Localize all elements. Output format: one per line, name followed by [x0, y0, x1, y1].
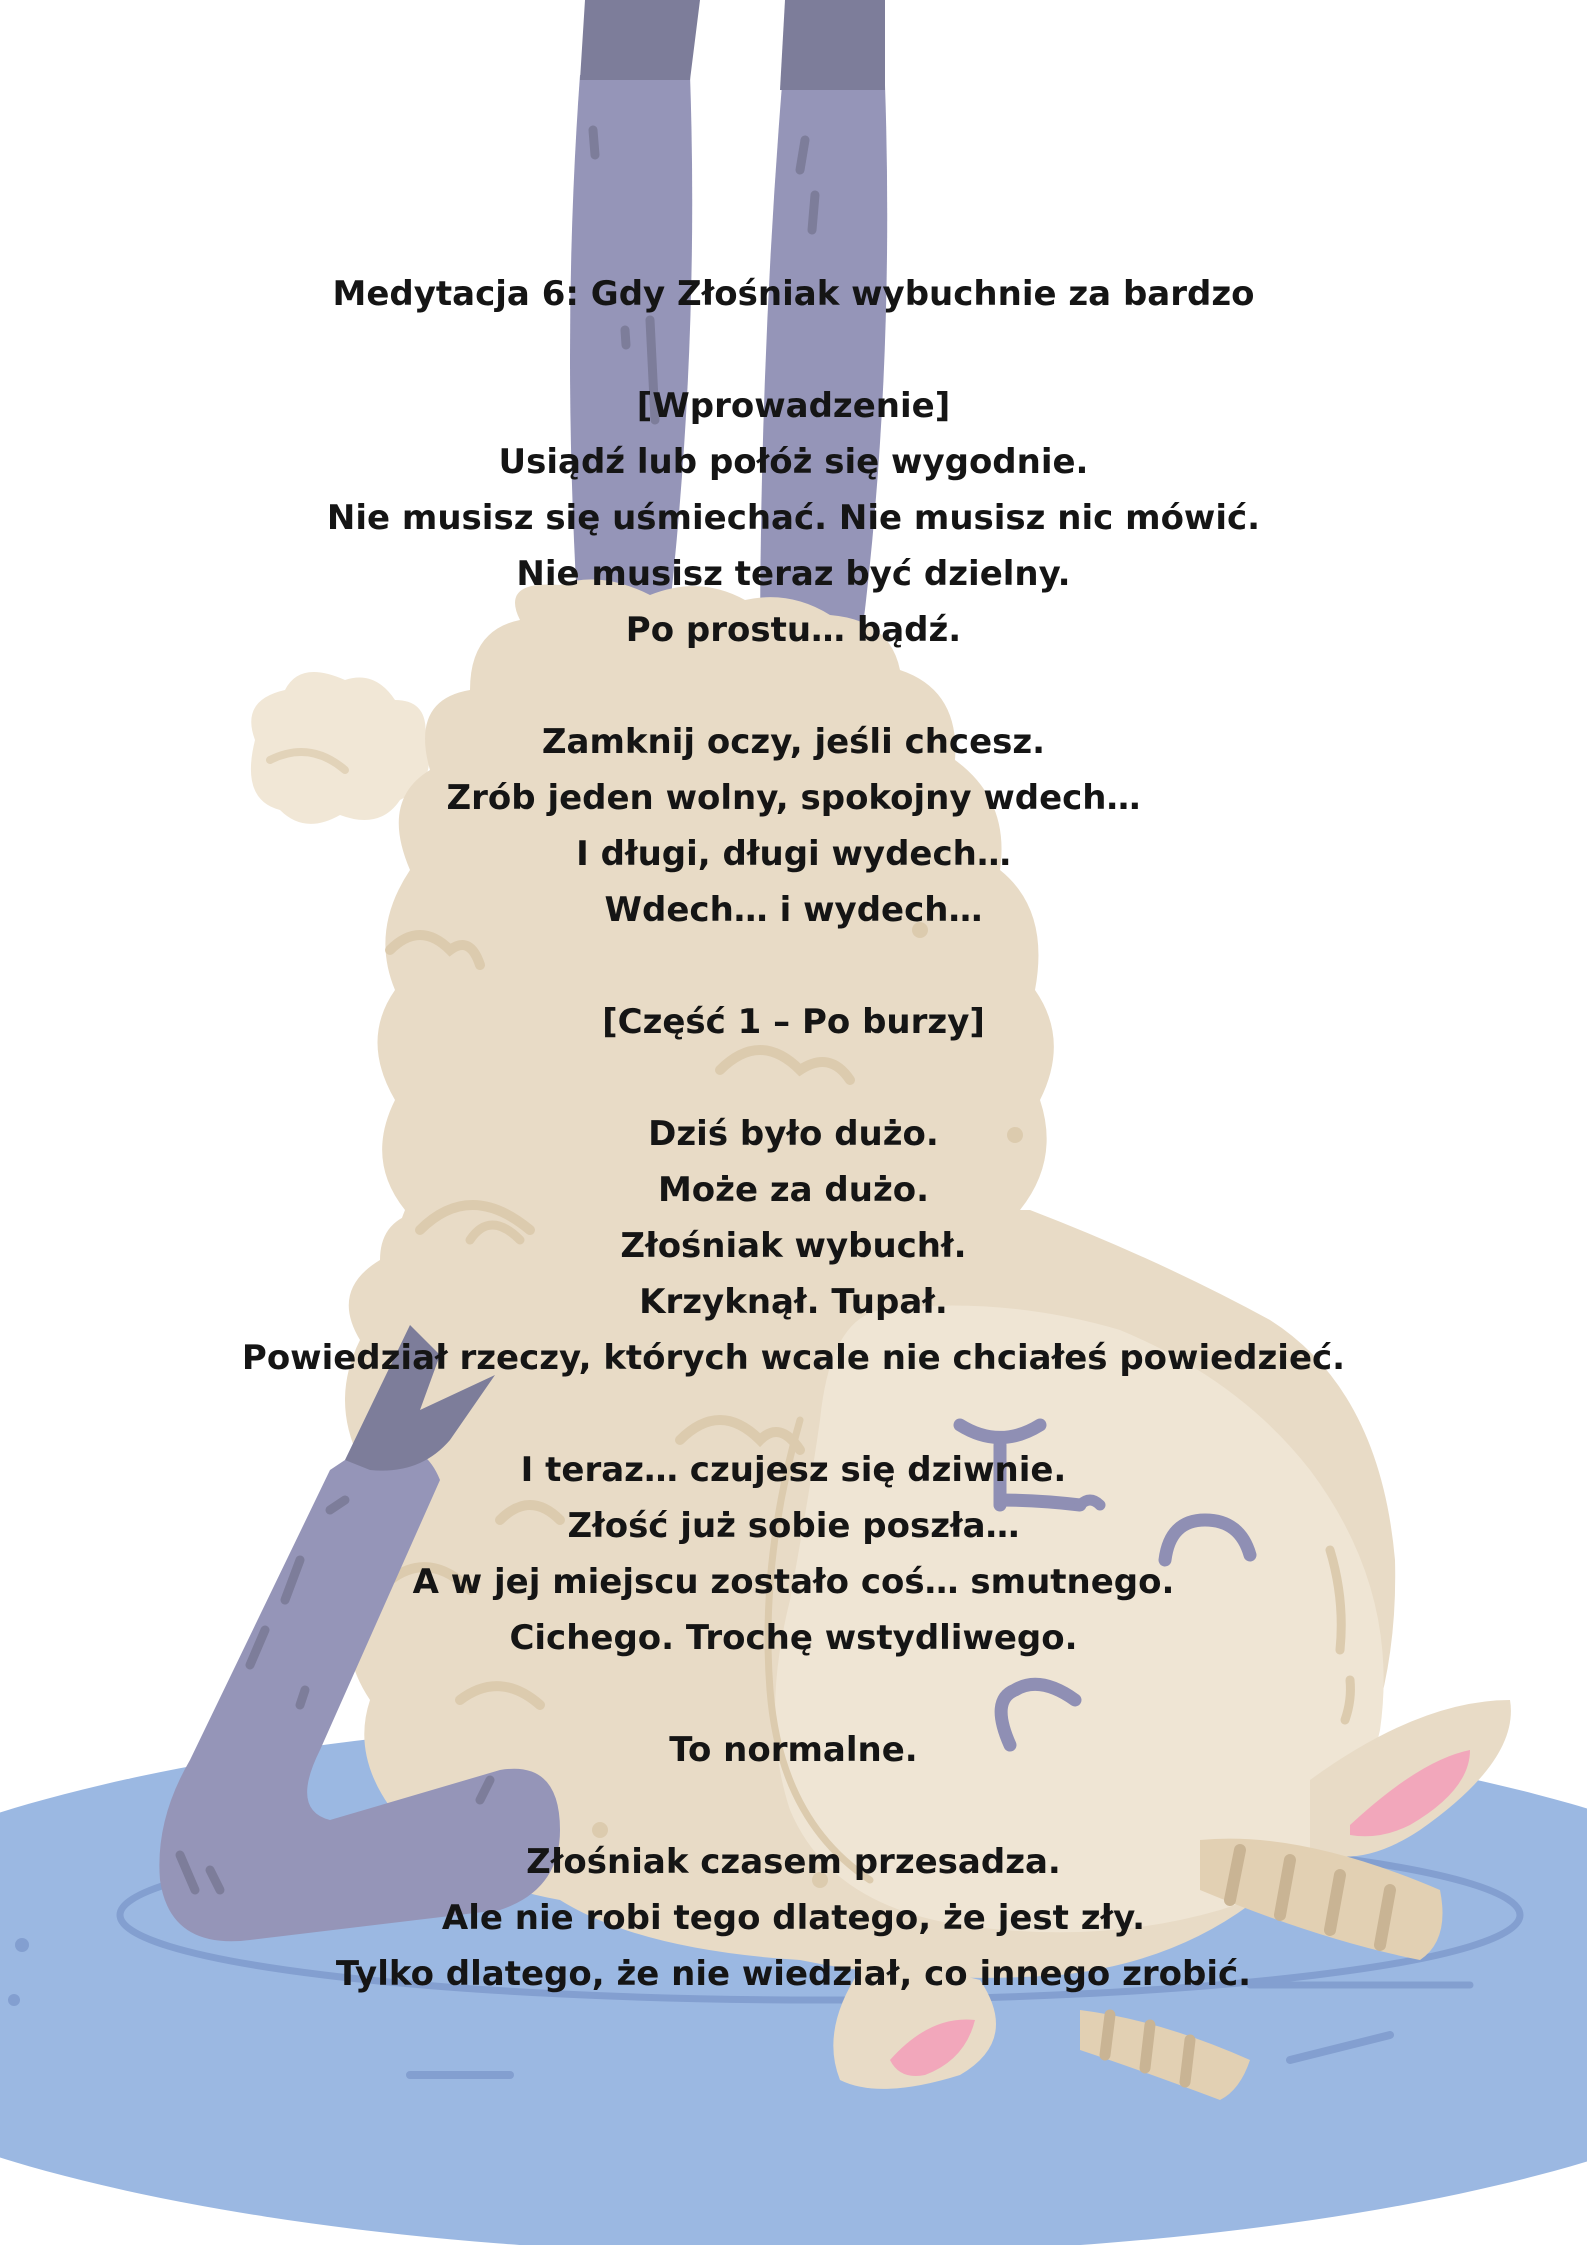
text-line: Krzyknął. Tupał.	[639, 1282, 948, 1322]
text-line: Złośniak wybuchł.	[620, 1226, 967, 1266]
text-line: Dziś było dużo.	[648, 1114, 939, 1154]
text-line: Ale nie robi tego dlatego, że jest zły.	[441, 1898, 1146, 1938]
text-line: A w jej miejscu zostało coś… smutnego.	[412, 1562, 1175, 1602]
text-line: I teraz… czujesz się dziwnie.	[520, 1450, 1067, 1490]
text-line: Cichego. Trochę wstydliwego.	[509, 1618, 1078, 1658]
text-line: Tylko dlatego, że nie wiedział, co innego zrobić.	[335, 1954, 1252, 1994]
page-title: Medytacja 6: Gdy Złośniak wybuchnie za bardzo	[332, 274, 1255, 314]
section-heading: [Wprowadzenie]	[636, 386, 951, 426]
text-line: Złość już sobie poszła…	[567, 1506, 1020, 1546]
text-line: Po prostu… bądź.	[625, 610, 962, 650]
text-line: Powiedział rzeczy, których wcale nie chciałeś powiedzieć.	[241, 1338, 1346, 1378]
text-line: Nie musisz teraz być dzielny.	[516, 554, 1071, 594]
hoof-right-icon	[780, 0, 885, 90]
text-line: Nie musisz się uśmiechać. Nie musisz nic mówić.	[326, 498, 1261, 538]
section-heading: [Część 1 – Po burzy]	[602, 1002, 985, 1042]
text-line: Złośniak czasem przesadza.	[526, 1842, 1061, 1882]
meditation-text	[0, 266, 1587, 2002]
text-line: To normalne.	[669, 1730, 918, 1770]
text-line: Zrób jeden wolny, spokojny wdech…	[446, 778, 1141, 818]
hoof-left-icon	[580, 0, 700, 80]
text-line: Może za dużo.	[657, 1170, 930, 1210]
text-line: I długi, długi wydech…	[576, 834, 1011, 874]
text-line: Zamknij oczy, jeśli chcesz.	[541, 722, 1046, 762]
text-line: Wdech… i wydech…	[604, 890, 983, 930]
text-line: Usiądź lub połóż się wygodnie.	[498, 442, 1089, 482]
